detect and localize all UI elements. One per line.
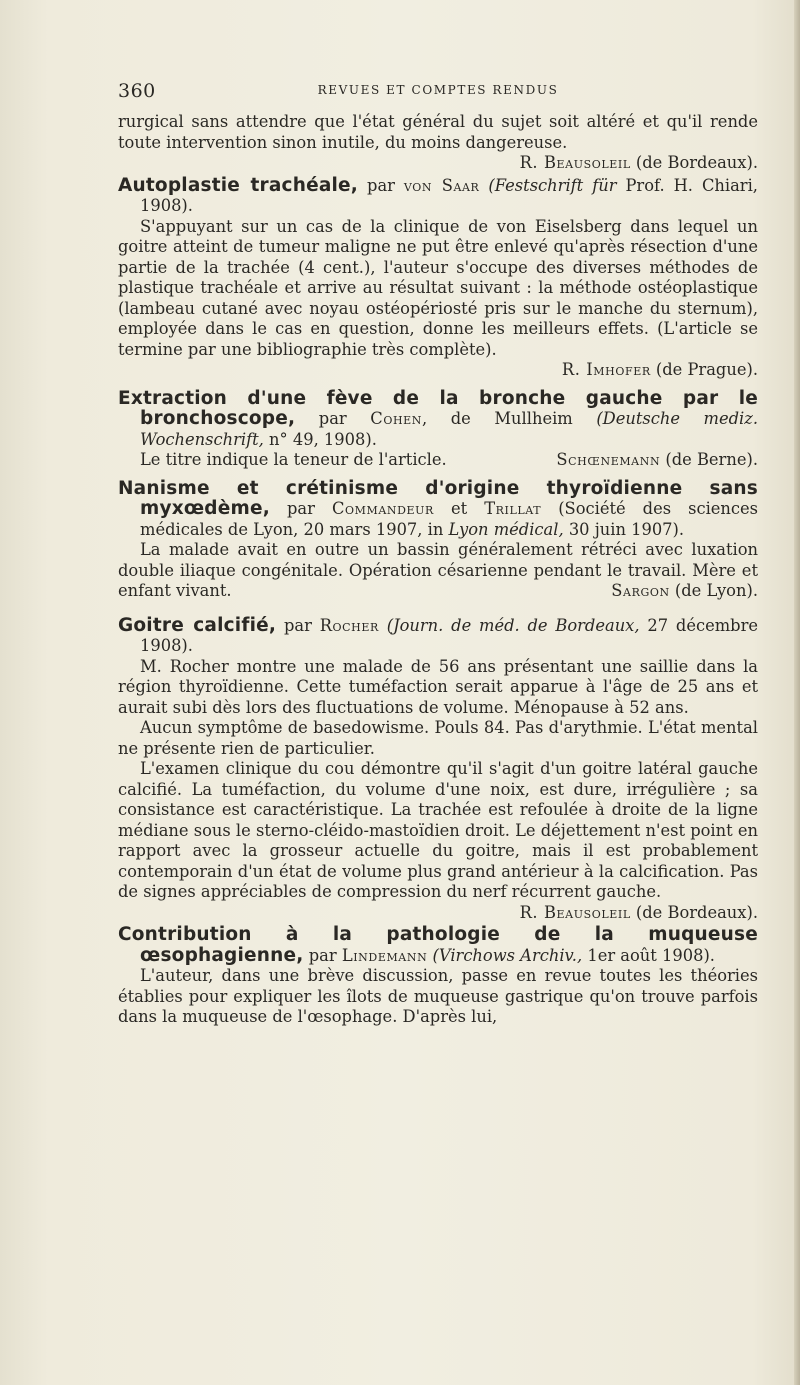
article-goitre	[118, 616, 758, 924]
article-title: Extraction d'une fève de la bronche gauche par le bronchoscope,	[118, 387, 758, 429]
signature	[118, 360, 758, 381]
article-source: Lyon médical,	[448, 519, 564, 539]
paragraph: La malade avait en outre un bassin généralement rétréci avec luxation double iliaque congénitale. Opération césarienne pendant le travail. Mère et enfant vivant.	[118, 540, 758, 600]
signature-name: R. Beausoleil	[519, 902, 631, 922]
signature	[118, 903, 758, 924]
running-title: REVUES ET COMPTES RENDUS	[317, 83, 559, 97]
paragraph: Aucun symptôme de basedowisme. Pouls 84. Pas d'arythmie. L'état mental ne présente rien de particulier.	[118, 718, 758, 758]
article-source: (Journ. de méd. de Bordeaux,	[386, 615, 640, 635]
article-author: Cohen	[370, 409, 423, 428]
signature-name: Sargon	[611, 581, 670, 600]
article-extraction	[118, 389, 758, 471]
signature-place: (de Lyon).	[674, 581, 758, 600]
signature-place: (de Bordeaux).	[635, 153, 758, 172]
article-heading: Goitre calcifié, par Rocher (Journ. de méd. de Bordeaux, 27 décembre 1908).	[118, 614, 758, 655]
article-heading: Contribution à la pathologie de la muqueuse œsophagienne, par Lindemann (Virchows Archiv., 1er août 1908).	[118, 924, 758, 966]
article-title: Goitre calcifié,	[118, 614, 277, 636]
article-source: (Deutsche mediz. Wochenschrift,	[140, 409, 759, 449]
page-body	[118, 112, 758, 1028]
paragraph: S'appuyant sur un cas de la clinique de von Eiselsberg dans lequel un goitre atteint de tumeur maligne ne put être enlevé qu'après résection d'une partie de la trachée (4 cent.), l'auteur s'occupe des diverses méthodes de plastique trachéale et arrive au résultat suivant : la méthode ostéoplastique (lambeau cutané avec noyau ostéopériosté pris sur le manche du sternum), employée dans le cas en question, donne les meilleurs effets. (L'article se termine par une bibliographie très complète).	[118, 216, 758, 359]
signature-name: Schœnemann	[556, 450, 661, 469]
page-number: 360	[118, 80, 156, 102]
article-autoplastie	[118, 176, 758, 381]
signature-name: R. Imhofer	[561, 360, 651, 379]
article-source: (Virchows Archiv.,	[432, 945, 583, 965]
article-title: Autoplastie trachéale,	[118, 174, 359, 196]
page-edge	[794, 0, 800, 1385]
paragraph: L'auteur, dans une brève discussion, passe en revue toutes les théories établies pour expliquer les îlots de muqueuse gastrique qu'on trouve parfois dans la muqueuse de l'œsophage. D'après lui,	[118, 966, 758, 1026]
article-heading: Nanisme et crétinisme d'origine thyroïdienne sans myxœdème, par Commandeur et Trillat (Société des sciences médicales de Lyon, 20 mars 1907, in Lyon médical, 30 juin 1907).	[118, 477, 759, 539]
signature-name: R. Beausoleil	[519, 153, 631, 172]
paragraph: M. Rocher montre une malade de 56 ans présentant une saillie dans la région thyroïdienne. Cette tuméfaction serait apparue à l'âge de 25 ans et aurait subi dès lors des fluctuations de volume. Ménopause à 52 ans.	[118, 656, 758, 717]
signature-place: (de Bordeaux).	[635, 902, 758, 922]
article-source: (Festschrift für	[488, 175, 617, 195]
paragraph: rurgical sans attendre que l'état général du sujet soit altéré et qu'il rende toute intervention sinon inutile, du moins dangereuse.	[118, 112, 758, 152]
article-nanisme	[118, 479, 758, 602]
article-author: Lindemann	[341, 945, 428, 965]
signature-place: (de Berne).	[665, 450, 758, 469]
signature	[118, 153, 758, 174]
article-heading: Extraction d'une fève de la bronche gauche par le bronchoscope, par Cohen, de Mullheim (Deutsche mediz. Wochenschrift, n° 49, 1908).	[118, 387, 759, 449]
article-author: Commandeur	[331, 499, 434, 518]
article-author-2: Trillat	[484, 499, 542, 518]
article-contribution	[118, 925, 758, 1028]
article-continuation	[118, 112, 758, 174]
article-title: Nanisme et crétinisme d'origine thyroïdienne sans myxœdème,	[118, 477, 758, 519]
article-title: Contribution à la pathologie de la muqueuse œsophagienne,	[118, 924, 758, 966]
paragraph: L'examen clinique du cou démontre qu'il s'agit d'un goitre latéral gauche calcifié. La tuméfaction, du volume d'une noix, est dure, irrégulière ; sa consistance est caractéristique. La trachée est refoulée à droite de la ligne médiane sous le sterno-cléido-mastoïdien droit. Le déjettement n'est point en rapport avec la grosseur actuelle du goitre, mais il est probablement contemporain d'un état de volume plus grand antérieur à la calcification. Pas de signes appréciables de compression du nerf récurrent gauche.	[118, 759, 758, 901]
paragraph: Le titre indique la teneur de l'article. Schœnemann (de Berne).	[140, 450, 758, 469]
article-author: von Saar	[403, 175, 480, 195]
signature-place: (de Prague).	[655, 360, 758, 379]
article-heading: Autoplastie trachéale, par von Saar (Festschrift für Prof. H. Chiari, 1908).	[118, 174, 758, 215]
page-header	[118, 80, 758, 102]
article-author: Rocher	[319, 615, 379, 635]
